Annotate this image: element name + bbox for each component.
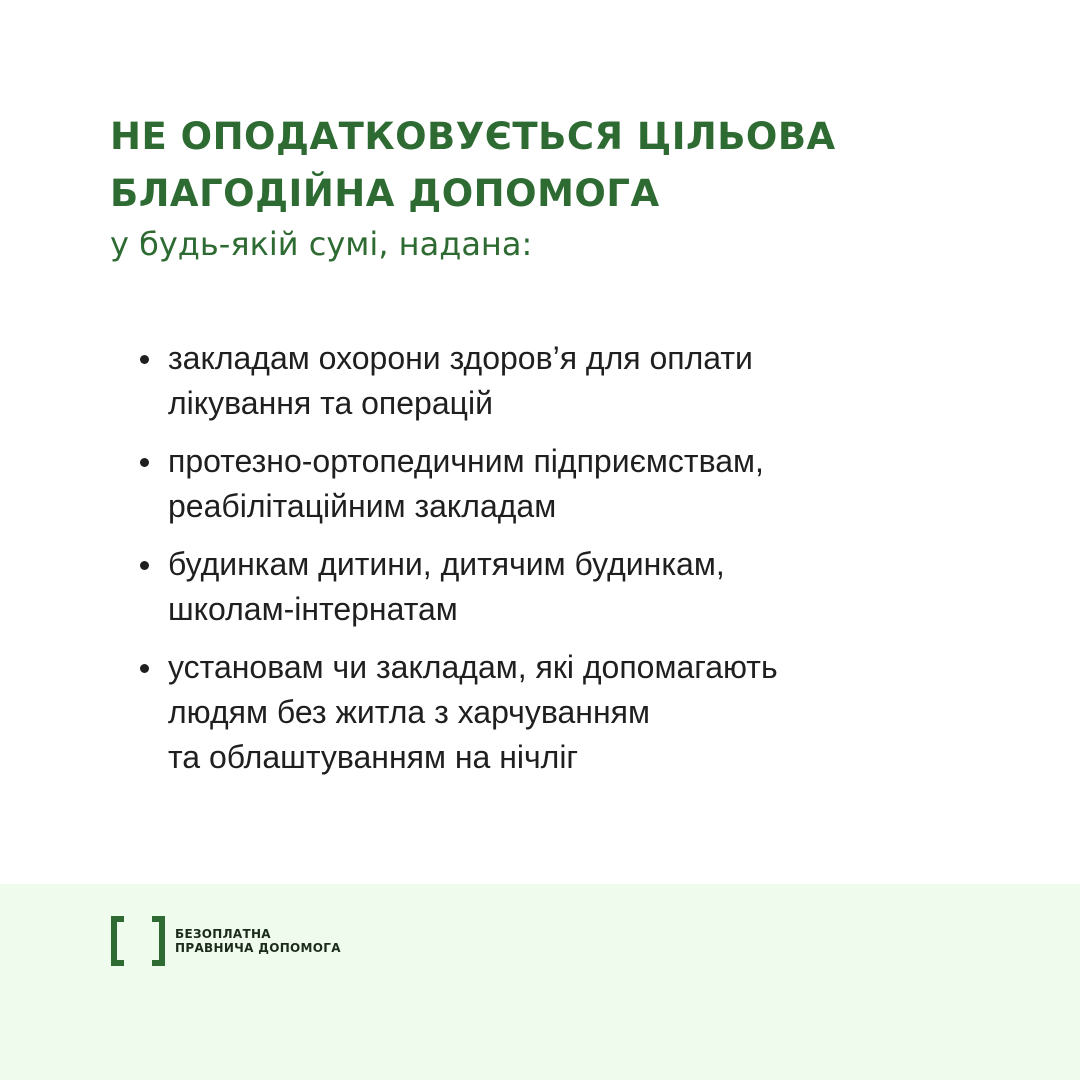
footer-band — [0, 884, 1080, 1080]
list-item-line: людям без житла з харчуванням — [168, 694, 650, 730]
list-item-line: установам чи закладам, які допомагають — [168, 649, 778, 685]
logo-text-line-1: БЕЗОПЛАТНА — [175, 927, 271, 941]
list-item-line: будинкам дитини, дитячим будинкам, — [168, 546, 725, 582]
title-line-1: НЕ ОПОДАТКОВУЄТЬСЯ ЦІЛЬОВА — [110, 115, 836, 158]
logo — [111, 916, 341, 966]
logo-text-line-2: ПРАВНИЧА ДОПОМОГА — [175, 941, 341, 955]
page-title — [110, 108, 1010, 222]
bullet-icon — [140, 561, 149, 570]
bullet-icon — [140, 355, 149, 364]
main-content — [110, 108, 1010, 793]
list-item — [110, 542, 1010, 632]
recipients-list — [110, 336, 1010, 780]
list-item-line: протезно-ортопедичним підприємствам, — [168, 443, 764, 479]
bullet-icon — [140, 458, 149, 467]
bracket-logo-icon — [111, 916, 165, 966]
list-item — [110, 439, 1010, 529]
logo-text — [175, 927, 341, 955]
list-item-line: школам-інтернатам — [168, 591, 458, 627]
list-item-line: реабілітаційним закладам — [168, 488, 557, 524]
right-bracket-icon — [152, 916, 165, 966]
list-item-line: закладам охорони здоров’я для оплати — [168, 340, 753, 376]
subtitle: у будь-якій сумі, надана: — [110, 225, 533, 263]
left-bracket-icon — [111, 916, 124, 966]
bullet-icon — [140, 664, 149, 673]
list-item-line: лікування та операцій — [168, 385, 493, 421]
list-item-line: та облаштуванням на нічліг — [168, 739, 579, 775]
title-line-2: БЛАГОДІЙНА ДОПОМОГА — [110, 172, 660, 215]
list-item — [110, 336, 1010, 426]
list-item — [110, 645, 1010, 780]
